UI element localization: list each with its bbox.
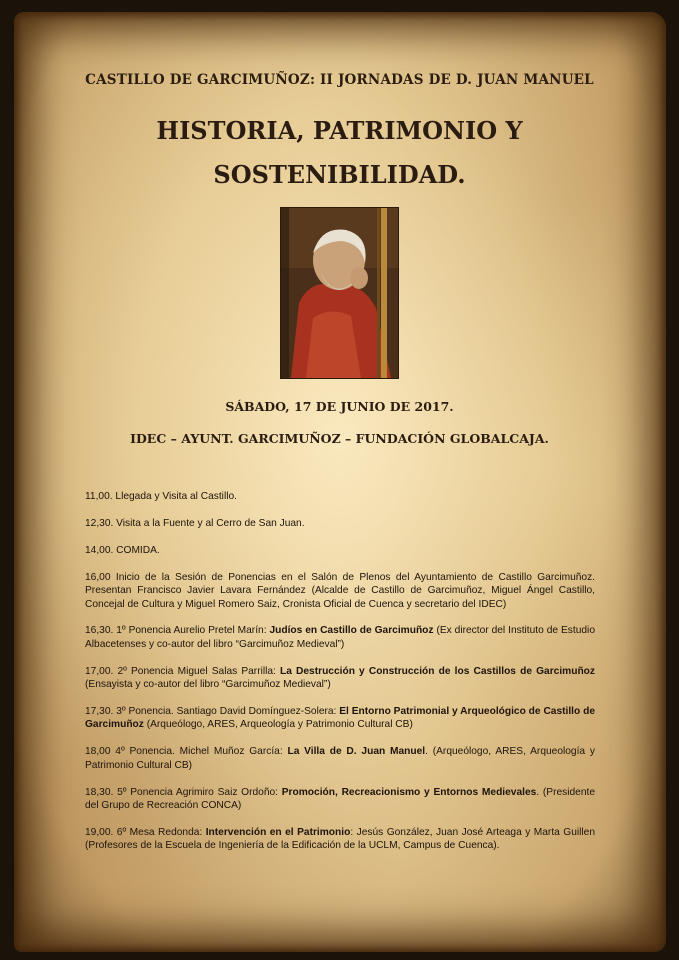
schedule-item: 18,30. 5º Ponencia Agrimiro Saiz Ordoño: Promoción, Recreacionismo y Entornos Medievales. (Presidente del Grupo de Recreación CONCA) (85, 786, 595, 812)
schedule-item: 14,00. COMIDA. (85, 544, 160, 556)
event-organizers: IDEC – AYUNT. GARCIMUÑOZ – FUNDACIÓN GLOBALCAJA. (130, 431, 549, 446)
schedule-item: 17,30. 3º Ponencia. Santiago David Domínguez-Solera: El Entorno Patrimonial y Arqueológico de Castillo de Garcimuñoz (Arqueólogo, ARES, Arqueología y Patrimonio Cultural CB) (85, 706, 595, 731)
schedule-item: 11,00. Llegada y Visita al Castillo. (85, 491, 237, 502)
schedule-list (85, 490, 595, 866)
schedule-item: 16,30. 1º Ponencia Aurelio Pretel Marín: Judíos en Castillo de Garcimuñoz (Ex director del Instituto de Estudio Albacetenses y co-autor del libro “Garcimuñoz Medieval”) (85, 625, 595, 650)
portrait-painting (280, 207, 399, 379)
schedule-item: 19,00. 6º Mesa Redonda: Intervención en el Patrimonio: Jesús González, Juan José Arteaga y Marta Guillen (Profesores de la Escuela de Ingeniería de la Edificación de la UCLM, Campus de Cuenca). (85, 827, 596, 852)
schedule-item: 12,30. Visita a la Fuente y al Cerro de San Juan. (85, 517, 305, 529)
main-title-line-1: HISTORIA, PATRIMONIO Y (156, 116, 523, 145)
event-series-subtitle: CASTILLO DE GARCIMUÑOZ: II JORNADAS DE D. JUAN MANUEL (85, 72, 594, 88)
schedule-item: 16,00 Inicio de la Sesión de Ponencias en el Salón de Plenos del Ayuntamiento de Castillo Garcimuñoz. Presentan Francisco Javier Lavara Fernández (Alcalde de Castillo de Garcimuñoz, Miguel Ángel Castillo, Concejal de Cultura y Miguel Romero Saiz, Cronista Oficial de Cuenca y secretario del IDEC) (85, 571, 595, 610)
schedule-item: 17,00. 2º Ponencia Miguel Salas Parrilla: La Destrucción y Construcción de los Castillos de Garcimuñoz (Ensayista y co-autor del libro “Garcimuñoz Medieval”) (85, 665, 595, 691)
schedule-item: 18,00 4º Ponencia. Michel Muñoz García: La Villa de D. Juan Manuel. (Arqueólogo, ARES, Arqueología y Patrimonio Cultural CB) (85, 746, 595, 771)
event-date: SÁBADO, 17 DE JUNIO DE 2017. (225, 399, 454, 414)
main-title-line-2: SOSTENIBILIDAD. (213, 160, 466, 189)
